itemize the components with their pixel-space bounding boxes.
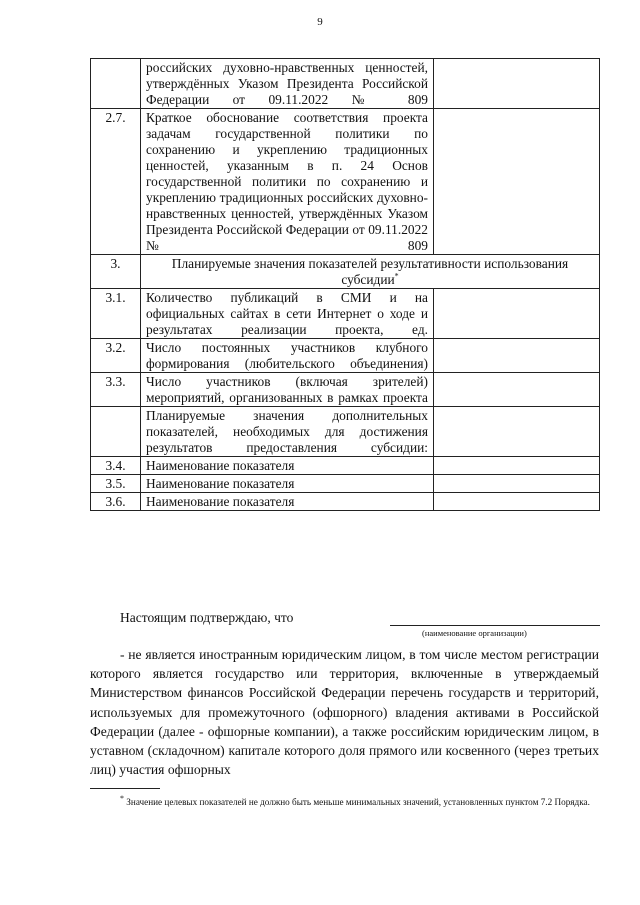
- row-number: 3.4.: [91, 457, 141, 475]
- row-number: [91, 407, 141, 457]
- row-description: российских духовно-нравственных ценностей, утверждённых Указом Президента Российской Федерации от 09.11.2022 № 809: [141, 59, 434, 109]
- row-number: 3.: [91, 255, 141, 289]
- table-row: [91, 407, 600, 457]
- table-row: [91, 109, 600, 255]
- row-number: 3.2.: [91, 339, 141, 373]
- row-number: 3.3.: [91, 373, 141, 407]
- row-description: Количество публикаций в СМИ и на официальных сайтах в сети Интернет о ходе и результатах реализации проекта, ед.: [141, 289, 434, 339]
- row-value-cell: [434, 407, 600, 457]
- table-row: [91, 493, 600, 511]
- confirmation-paragraph: - не является иностранным юридическим лицом, в том числе местом регистрации которого является государство или территория, включенные в утверждаемый Министерством финансов Российской Федерации перечень государств и территорий, используемых для промежуточного (офшорного) владения активами в Российской Федерации (далее - офшорные компании), а также российским юридическим лицом, в уставном (складочном) капитале которого доля прямого или косвенного (через третьих лиц) участия офшорных: [90, 647, 599, 778]
- application-form-table: [90, 58, 600, 511]
- organization-name-line: [390, 625, 600, 626]
- row-description: Наименование показателя: [141, 493, 434, 511]
- row-value-cell: [434, 475, 600, 493]
- row-number: 2.7.: [91, 109, 141, 255]
- row-number: 3.5.: [91, 475, 141, 493]
- footnote-mark: *: [120, 793, 124, 803]
- row-value-cell: [434, 289, 600, 339]
- row-number: 3.1.: [91, 289, 141, 339]
- table-row: [91, 59, 600, 109]
- row-value-cell: [434, 339, 600, 373]
- row-description: Наименование показателя: [141, 457, 434, 475]
- table-row: [91, 289, 600, 339]
- table-row: [91, 475, 600, 493]
- row-value-cell: [434, 373, 600, 407]
- row-value-cell: [434, 457, 600, 475]
- row-description: Число участников (включая зрителей) мероприятий, организованных в рамках проекта: [141, 373, 434, 407]
- row-description: Краткое обоснование соответствия проекта задачам государственной политики по сохранению и укреплению традиционных ценностей, указанным в п. 24 Основ государственной политики по сохранению и укреплению традиционных российских духовно-нравственных ценностей, утверждённых Указом Президента Российской Федерации от 09.11.2022 № 809: [141, 109, 434, 255]
- row-description: Число постоянных участников клубного формирования (любительского объединения): [141, 339, 434, 373]
- row-number: [91, 59, 141, 109]
- table-row: [91, 373, 600, 407]
- footnote-separator: [90, 788, 160, 789]
- table-row-section-header: [91, 255, 600, 289]
- row-value-cell: [434, 59, 600, 109]
- page-number: 9: [317, 16, 323, 28]
- section-header: [141, 255, 600, 289]
- footnote-text: Значение целевых показателей не должно быть меньше минимальных значений, установленных пунктом 7.2 Порядка.: [126, 797, 590, 807]
- organization-name-caption: (наименование организации): [422, 628, 527, 638]
- row-description: Планируемые значения дополнительных показателей, необходимых для достижения результатов предоставления субсидии:: [141, 407, 434, 457]
- section-header-text: Планируемые значения показателей результативности использования субсидии: [171, 256, 569, 287]
- row-description: Наименование показателя: [141, 475, 434, 493]
- footnote: [90, 793, 599, 809]
- table-row: [91, 457, 600, 475]
- footnote-marker: *: [394, 271, 399, 281]
- confirmation-lead: Настоящим подтверждаю, что: [120, 610, 294, 625]
- row-value-cell: [434, 493, 600, 511]
- row-value-cell: [434, 109, 600, 255]
- row-number: 3.6.: [91, 493, 141, 511]
- table-row: [91, 339, 600, 373]
